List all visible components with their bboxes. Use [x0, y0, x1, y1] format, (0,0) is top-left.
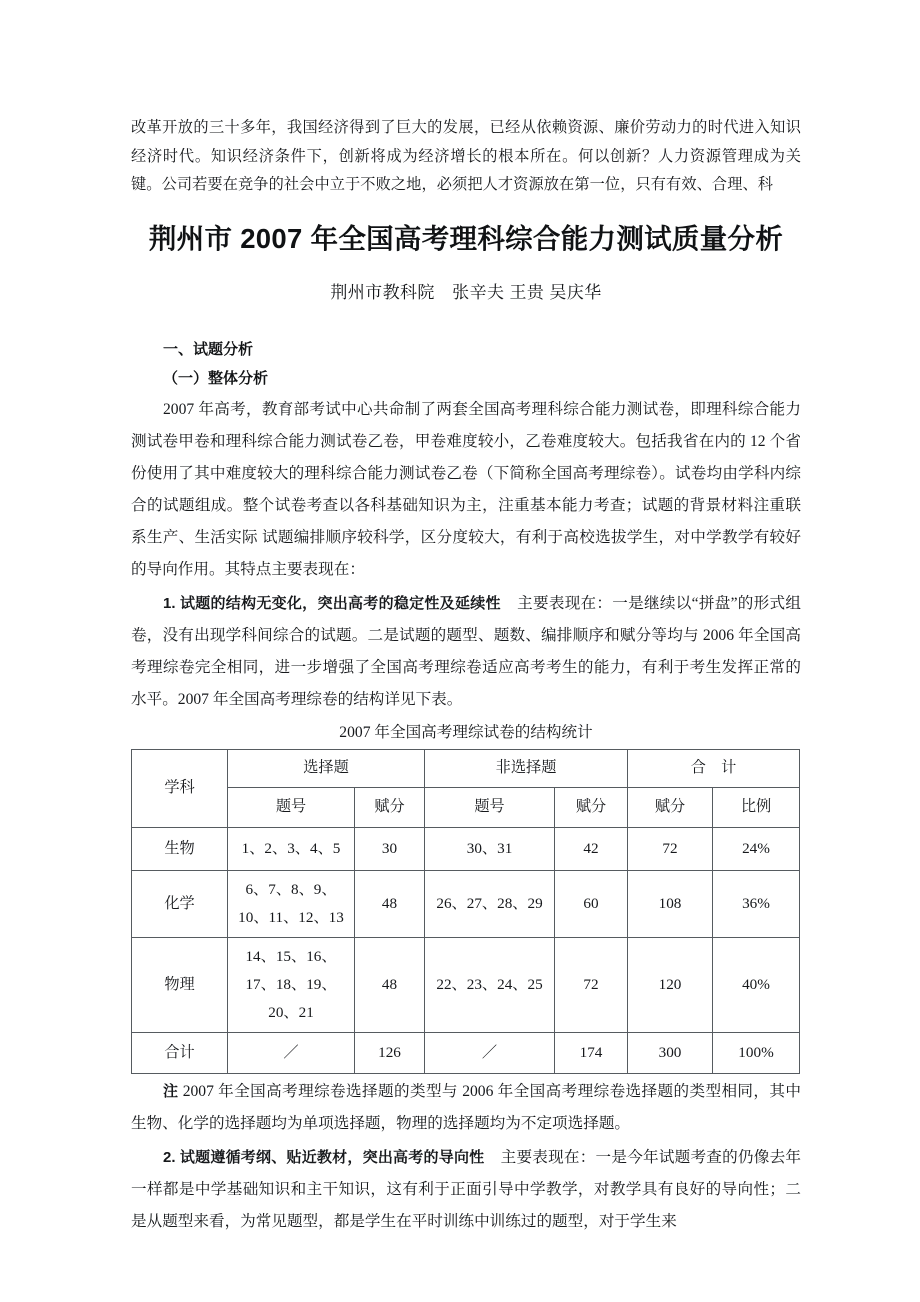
table-header-total-ratio: 比例 [713, 787, 800, 827]
table-header-non-choice-no: 题号 [425, 787, 555, 827]
table-header-row-top [132, 749, 800, 787]
page-content [131, 0, 801, 1238]
page-title: 荆州市 2007 年全国高考理科综合能力测试质量分析 [148, 222, 784, 254]
cell-line: 17、18、19、 [245, 975, 337, 993]
cell-choice-score: 30 [355, 827, 425, 870]
cell-total-score: 108 [628, 870, 713, 937]
subsection-heading-1: （一）整体分析 [163, 369, 269, 387]
cell-choice-score: 48 [355, 937, 425, 1032]
table-row-total [132, 1032, 800, 1073]
section-heading-1: 一、试题分析 [163, 340, 254, 358]
cell-total-score: 120 [628, 937, 713, 1032]
cell-choice-no [228, 1032, 355, 1073]
table-note-paragraph [131, 1076, 801, 1140]
cell-non-choice-no: 30、31 [425, 827, 555, 870]
cell-non-choice-no: 22、23、24、25 [425, 937, 555, 1032]
table-header-choice: 选择题 [228, 749, 425, 787]
table-row [132, 827, 800, 870]
point-2-text: 主要表现在：一是今年试题考查的仍像去年一样都是中学基础知识和主干知识，这有利于正面引导中学教学，对教学具有良好的导向性；二是从题型来看，为常见题型，都是学生在平时训练中训练过的题型，对于学生来 [131, 1148, 801, 1230]
cell-choice-score: 48 [355, 870, 425, 937]
body-paragraph-1: 2007 年高考，教育部考试中心共命制了两套全国高考理科综合能力测试卷，即理科综合能力测试卷甲卷和理科综合能力测试卷乙卷，甲卷难度较小，乙卷难度较大。包括我省在内的 12 个省份使用了其中难度较大的理科综合能力测试卷乙卷（下简称全国高考理综卷）。试卷均由学科内综合的试题组成。整个试卷考查以各科基础知识为主，注重基本能力考查；试题的背景材料注重联系生产、生活实际 试题编排顺序较科学，区分度较大，有利于高校选拔学生，对中学教学有较好的导向作用。其特点主要表现在： [131, 400, 801, 578]
cell-non-choice-no: 26、27、28、29 [425, 870, 555, 937]
structure-statistics-table [131, 749, 800, 1074]
table-row [132, 937, 800, 1032]
cell-non-choice-no: ／ [425, 1032, 555, 1073]
cell-total-ratio: 40% [713, 937, 800, 1032]
table-header-choice-no: 题号 [228, 787, 355, 827]
body-paragraph-point-1 [131, 588, 801, 716]
table-header-total: 合 计 [628, 749, 800, 787]
table-header-total-score: 赋分 [628, 787, 713, 827]
table-header-subject: 学科 [132, 749, 228, 827]
cell-non-choice-score: 174 [555, 1032, 628, 1073]
cell-choice-score: 126 [355, 1032, 425, 1073]
cell-non-choice-score: 42 [555, 827, 628, 870]
cell-subject: 生物 [132, 827, 228, 870]
table-row [132, 870, 800, 937]
note-label: 注 [163, 1082, 179, 1100]
cell-line: 20、21 [268, 1003, 314, 1021]
cell-line: 14、15、16、 [245, 947, 337, 965]
cell-total-ratio: 100% [713, 1032, 800, 1073]
point-2-label: 2. 试题遵循考纲、贴近教材，突出高考的导向性 [163, 1148, 485, 1166]
cell-total-score: 72 [628, 827, 713, 870]
table-caption: 2007 年全国高考理综试卷的结构统计 [339, 723, 593, 741]
table-header-row-sub [132, 787, 800, 827]
cell-total-ratio: 24% [713, 827, 800, 870]
intro-paragraph: 改革开放的三十多年，我国经济得到了巨大的发展，已经从依赖资源、廉价劳动力的时代进入知识经济时代。知识经济条件下，创新将成为经济增长的根本所在。何以创新？人力资源管理成为关键。公司若要在竞争的社会中立于不败之地，必须把人才资源放在第一位，只有有效、合理、科 [131, 118, 801, 193]
table-header-non-choice-score: 赋分 [555, 787, 628, 827]
author-line: 荆州市教科院 张辛夫 王贵 吴庆华 [330, 282, 602, 302]
cell-subject: 物理 [132, 937, 228, 1032]
cell-choice-no [228, 870, 355, 937]
body-paragraph-point-2 [131, 1142, 801, 1238]
cell-subject: 化学 [132, 870, 228, 937]
cell-line: ／ [283, 1043, 299, 1061]
cell-non-choice-score: 60 [555, 870, 628, 937]
note-text: 2007 年全国高考理综卷选择题的类型与 2006 年全国高考理综卷选择题的类型相同，其中生物、化学的选择题均为单项选择题，物理的选择题均为不定项选择题。 [131, 1082, 801, 1132]
cell-total-ratio: 36% [713, 870, 800, 937]
cell-total-score: 300 [628, 1032, 713, 1073]
cell-non-choice-score: 72 [555, 937, 628, 1032]
cell-line: 6、7、8、9、 [245, 880, 337, 898]
cell-line: 1、2、3、4、5 [241, 839, 341, 857]
point-1-text: 主要表现在：一是继续以“拼盘”的形式组卷，没有出现学科间综合的试题。二是试题的题型、题数、编排顺序和赋分等均与 2006 年全国高考理综卷完全相同，进一步增强了全国高考理综卷适应高考考生的能力，有利于考生发挥正常的水平。2007 年全国高考理综卷的结构详见下表。 [131, 594, 802, 708]
cell-choice-no [228, 937, 355, 1032]
table-header-choice-score: 赋分 [355, 787, 425, 827]
point-1-label: 1. 试题的结构无变化，突出高考的稳定性及延续性 [163, 594, 501, 612]
cell-choice-no [228, 827, 355, 870]
cell-subject: 合计 [132, 1032, 228, 1073]
cell-line: 10、11、12、13 [238, 908, 344, 926]
table-header-non-choice: 非选择题 [425, 749, 628, 787]
